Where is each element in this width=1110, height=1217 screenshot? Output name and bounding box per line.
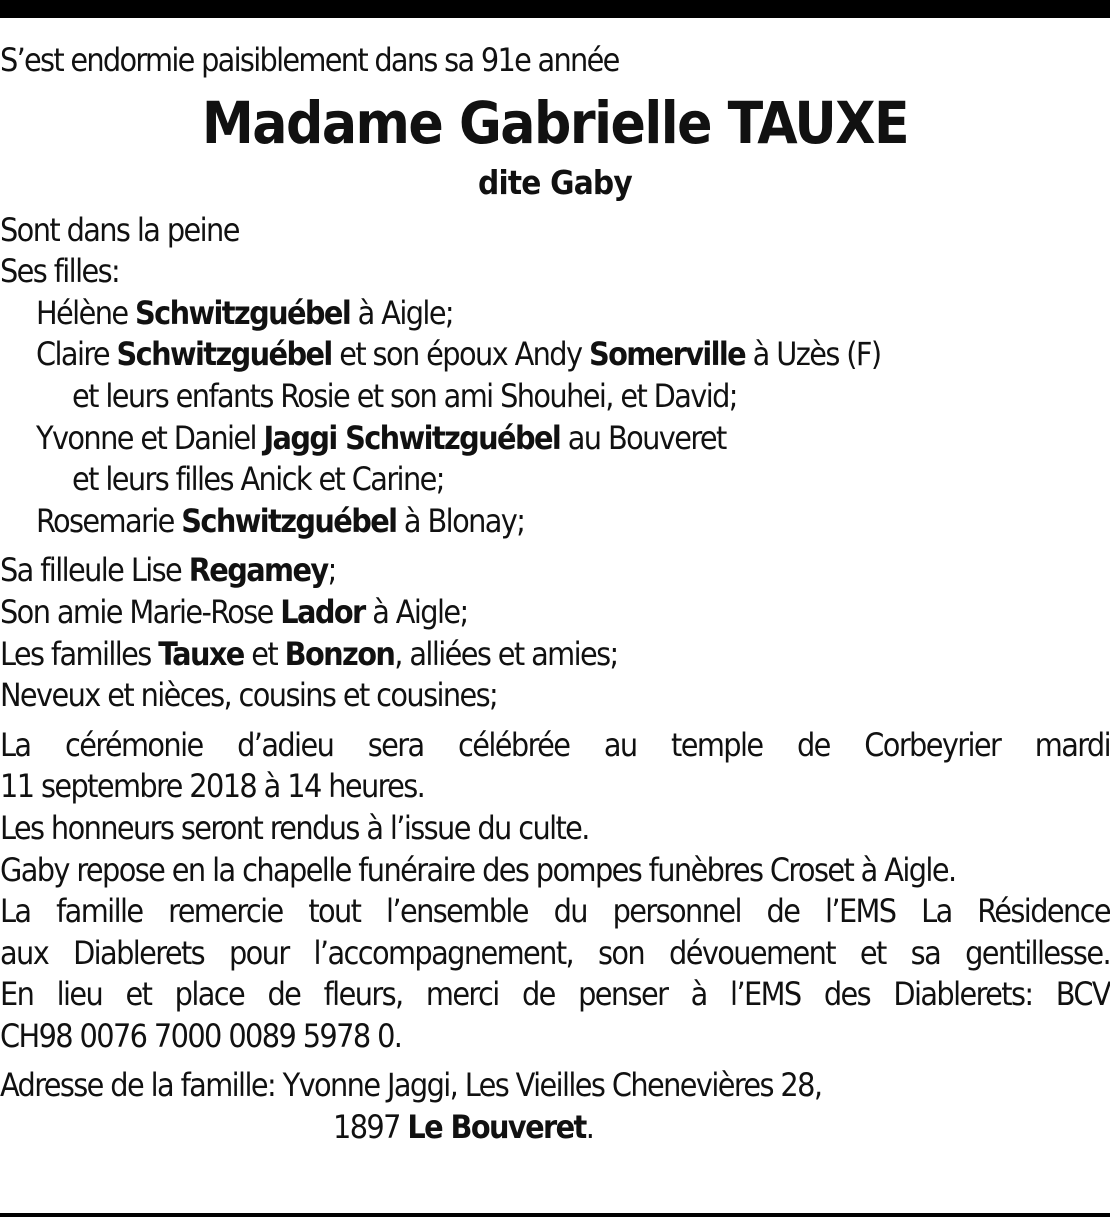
ceremony-line-5: La famille remercie tout l’ensemble du personnel de l’EMS La Résidence: [0, 892, 1110, 931]
deceased-name: Madame Gabrielle TAUXE: [201, 88, 909, 157]
daughter-line-claire: Claire Schwitzguébel et son époux Andy Somerville à Uzès (F): [36, 335, 881, 374]
daughter-line-yvonne-children: et leurs filles Anick et Carine;: [72, 460, 444, 499]
ceremony-line-7: En lieu et place de fleurs, merci de penser à l’EMS des Diablerets: BCV: [0, 975, 1110, 1014]
relatives-line: Neveux et nièces, cousins et cousines;: [0, 676, 498, 715]
obituary-notice: [0, 40, 1110, 1149]
ceremony-line-6: aux Diablerets pour l’accompagnement, son dévouement et sa gentillesse.: [0, 933, 1110, 972]
friend-line: Son amie Marie-Rose Lador à Aigle;: [0, 592, 468, 631]
families-line: Les familles Tauxe et Bonzon, alliées et amies;: [0, 634, 618, 673]
ceremony-line-2: 11 septembre 2018 à 14 heures.: [0, 767, 425, 806]
daughter-line-rosemarie: Rosemarie Schwitzguébel à Blonay;: [36, 501, 525, 540]
daughter-line-yvonne: Yvonne et Daniel Jaggi Schwitzguébel au Bouveret: [36, 418, 726, 457]
address-line-2: 1897 Le Bouveret.: [333, 1108, 594, 1147]
address-line-1: Adresse de la famille: Yvonne Jaggi, Les Vieilles Chenevières 28,: [0, 1066, 822, 1105]
ceremony-line-3: Les honneurs seront rendus à l’issue du culte.: [0, 808, 589, 847]
ceremony-line-8: CH98 0076 7000 0089 5978 0.: [0, 1016, 402, 1055]
deceased-nickname: dite Gaby: [478, 162, 632, 202]
ceremony-line-4: Gaby repose en la chapelle funéraire des pompes funèbres Croset à Aigle.: [0, 850, 956, 889]
mourners-intro: Sont dans la peine: [0, 210, 239, 249]
daughters-heading: Ses filles:: [0, 252, 120, 291]
ceremony-line-1: La cérémonie d’adieu sera célébrée au temple de Corbeyrier mardi: [0, 725, 1110, 764]
intro-line: S’est endormie paisiblement dans sa 91e année: [0, 41, 619, 79]
goddaughter-line: Sa filleule Lise Regamey;: [0, 551, 336, 590]
daughter-line-helene: Hélène Schwitzguébel à Aigle;: [36, 293, 454, 332]
top-rule: [0, 0, 1110, 18]
daughter-line-claire-children: et leurs enfants Rosie et son ami Shouhei, et David;: [72, 376, 737, 415]
bottom-rule: [0, 1213, 1110, 1217]
